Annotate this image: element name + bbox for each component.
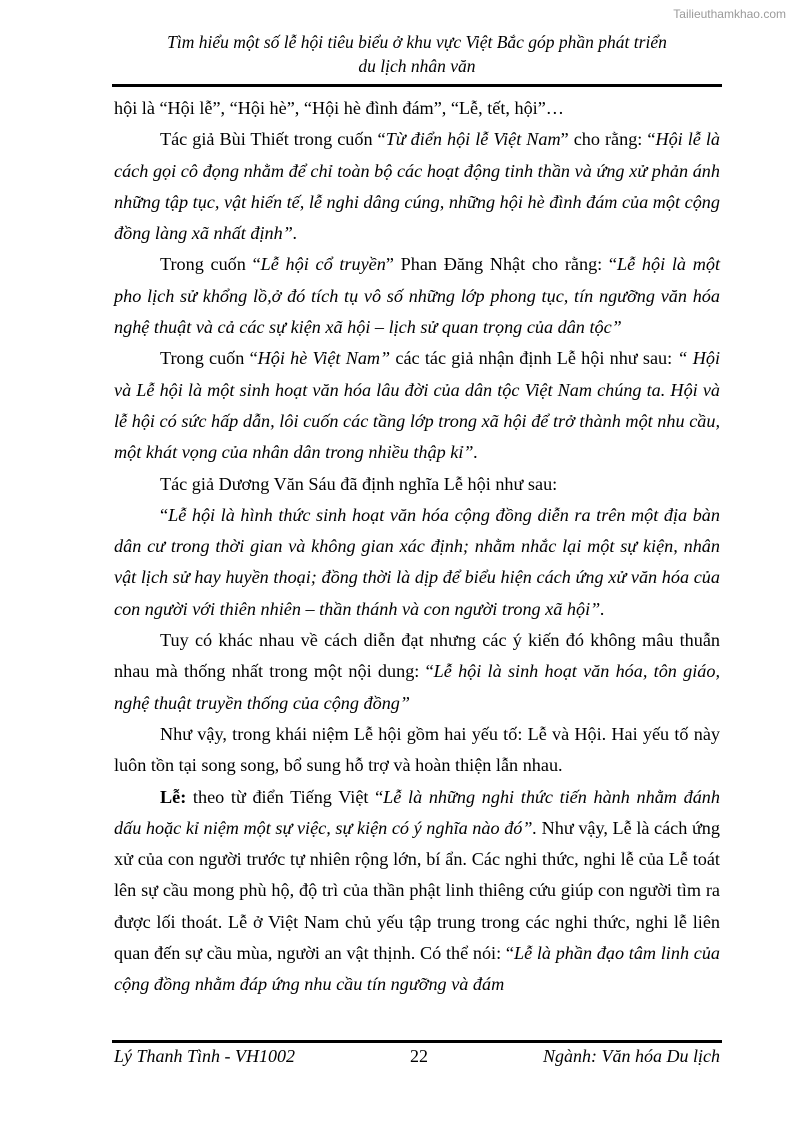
text-run: Trong cuốn “ — [160, 254, 261, 275]
page-number: 22 — [410, 1046, 428, 1066]
page-footer — [114, 1046, 720, 1067]
header-line-1: Tìm hiểu một số lễ hội tiêu biểu ở khu vực Việt Bắc góp phần phát triển — [167, 32, 667, 52]
paragraph — [114, 249, 720, 343]
quote-text: Lễ hội là sinh hoạt văn hóa, tôn giáo, nghệ thuật truyền thống của cộng đồng” — [114, 661, 720, 713]
text-run: Tuy có khác nhau về cách diễn đạt nhưng các ý kiến đó không mâu thuẫn nhau mà thống nhất trong một nội dung: “ — [114, 630, 720, 682]
text-run: “ — [160, 504, 169, 525]
text-run: Tác giả Bùi Thiết trong cuốn “ — [160, 129, 386, 150]
book-title: Từ điển hội lễ Việt Nam — [385, 129, 561, 150]
text-run: Trong cuốn “ — [160, 348, 258, 369]
term-label: Lễ: — [160, 786, 187, 807]
footer-major: Ngành: Văn hóa Du lịch — [542, 1046, 720, 1066]
quote-text: Lễ là phần đạo tâm linh của cộng đồng nhằm đáp ứng nhu cầu tín ngưỡng và đám — [114, 943, 721, 995]
footer-rule — [112, 1040, 722, 1043]
text-run: Như vậy, Lễ là cách ứng xử của con người trước tự nhiên rộng lớn, bí ẩn. Các nghi thức, nghi lễ của Lễ toát lên sự cầu mong phù hộ, độ trì của thần phật linh thiêng cứu giúp con người tìm ra được lối thoát. Lễ ở Việt Nam chủ yếu tập trung trong các nghi thức, nghi lễ liên quan đến sự cầu mùa, người an vật thịnh. Có thể nói: “ — [114, 817, 720, 964]
header-rule — [112, 84, 722, 87]
paragraph — [114, 124, 720, 249]
paragraph — [114, 782, 720, 1001]
text-run: ” Phan Đăng Nhật cho rằng: “ — [385, 254, 618, 275]
paragraph — [114, 500, 720, 625]
paragraph — [114, 625, 720, 719]
quote-text: “ Hội và Lễ hội là một sinh hoạt văn hóa lâu đời của dân tộc Việt Nam chúng ta. Hội và lễ hội có sức hấp dẫn, lôi cuốn các tầng lớp trong xã hội để trở thành một nhu cầu, một khát vọng của nhân dân trong nhiều thập kỉ”. — [114, 348, 720, 463]
quote-text: Lễ hội là một pho lịch sử khổng lồ,ở đó tích tụ vô số những lớp phong tục, tín ngưỡng văn hóa nghệ thuật và cả các sự kiện xã hội – lịch sử quan trọng của dân tộc” — [114, 254, 721, 338]
text-run: Như vậy, trong khái niệm Lễ hội gồm hai yếu tố: Lễ và Hội. Hai yếu tố này luôn tồn tại song song, bổ sung hỗ trợ và hoàn thiện lẫn nhau. — [114, 723, 720, 776]
text-run: theo từ điển Tiếng Việt “ — [186, 786, 384, 807]
text-run: ” cho rằng: “ — [560, 129, 656, 150]
document-body — [114, 93, 720, 1001]
text-run: Tác giả Dương Văn Sáu đã định nghĩa Lễ hội như sau: — [160, 473, 558, 494]
header-line-2: du lịch nhân văn — [358, 56, 476, 76]
book-title: Lễ hội cổ truyền — [260, 254, 386, 275]
book-title: Hội hè Việt Nam” — [257, 348, 391, 369]
watermark: Tailieuthamkhao.com — [673, 7, 786, 21]
text-run: các tác giả nhận định Lễ hội như sau: — [390, 348, 678, 369]
paragraph — [114, 469, 720, 500]
quote-text: Lễ là những nghi thức tiến hành nhằm đánh dấu hoặc kỉ niệm một sự việc, sự kiện có ý nghĩa nào đó”. — [114, 786, 720, 838]
quote-text: Hội lễ là cách gọi cô đọng nhằm để chỉ toàn bộ các hoạt động tinh thần và ứng xử phản ánh những tập tục, vật hiến tế, lễ nghi dâng cúng, những hội hè đình đám của một cộng đồng làng xã nhất định”. — [114, 129, 720, 244]
paragraph — [114, 343, 720, 468]
paragraph — [114, 93, 720, 124]
page-header — [112, 30, 722, 78]
text-run: hội là “Hội lễ”, “Hội hè”, “Hội hè đình đám”, “Lễ, tết, hội”… — [114, 98, 564, 118]
paragraph — [114, 719, 720, 782]
quote-text: Lễ hội là hình thức sinh hoạt văn hóa cộng đồng diễn ra trên một địa bàn dân cư trong thời gian và không gian xác định; nhằm nhắc lại một sự kiện, nhân vật lịch sử hay huyền thoại; đồng thời là dịp để biểu hiện cách ứng xử văn hóa của con người với thiên nhiên – thần thánh và con người trong xã hội”. — [114, 504, 720, 619]
footer-author: Lý Thanh Tình - VH1002 — [114, 1046, 296, 1066]
